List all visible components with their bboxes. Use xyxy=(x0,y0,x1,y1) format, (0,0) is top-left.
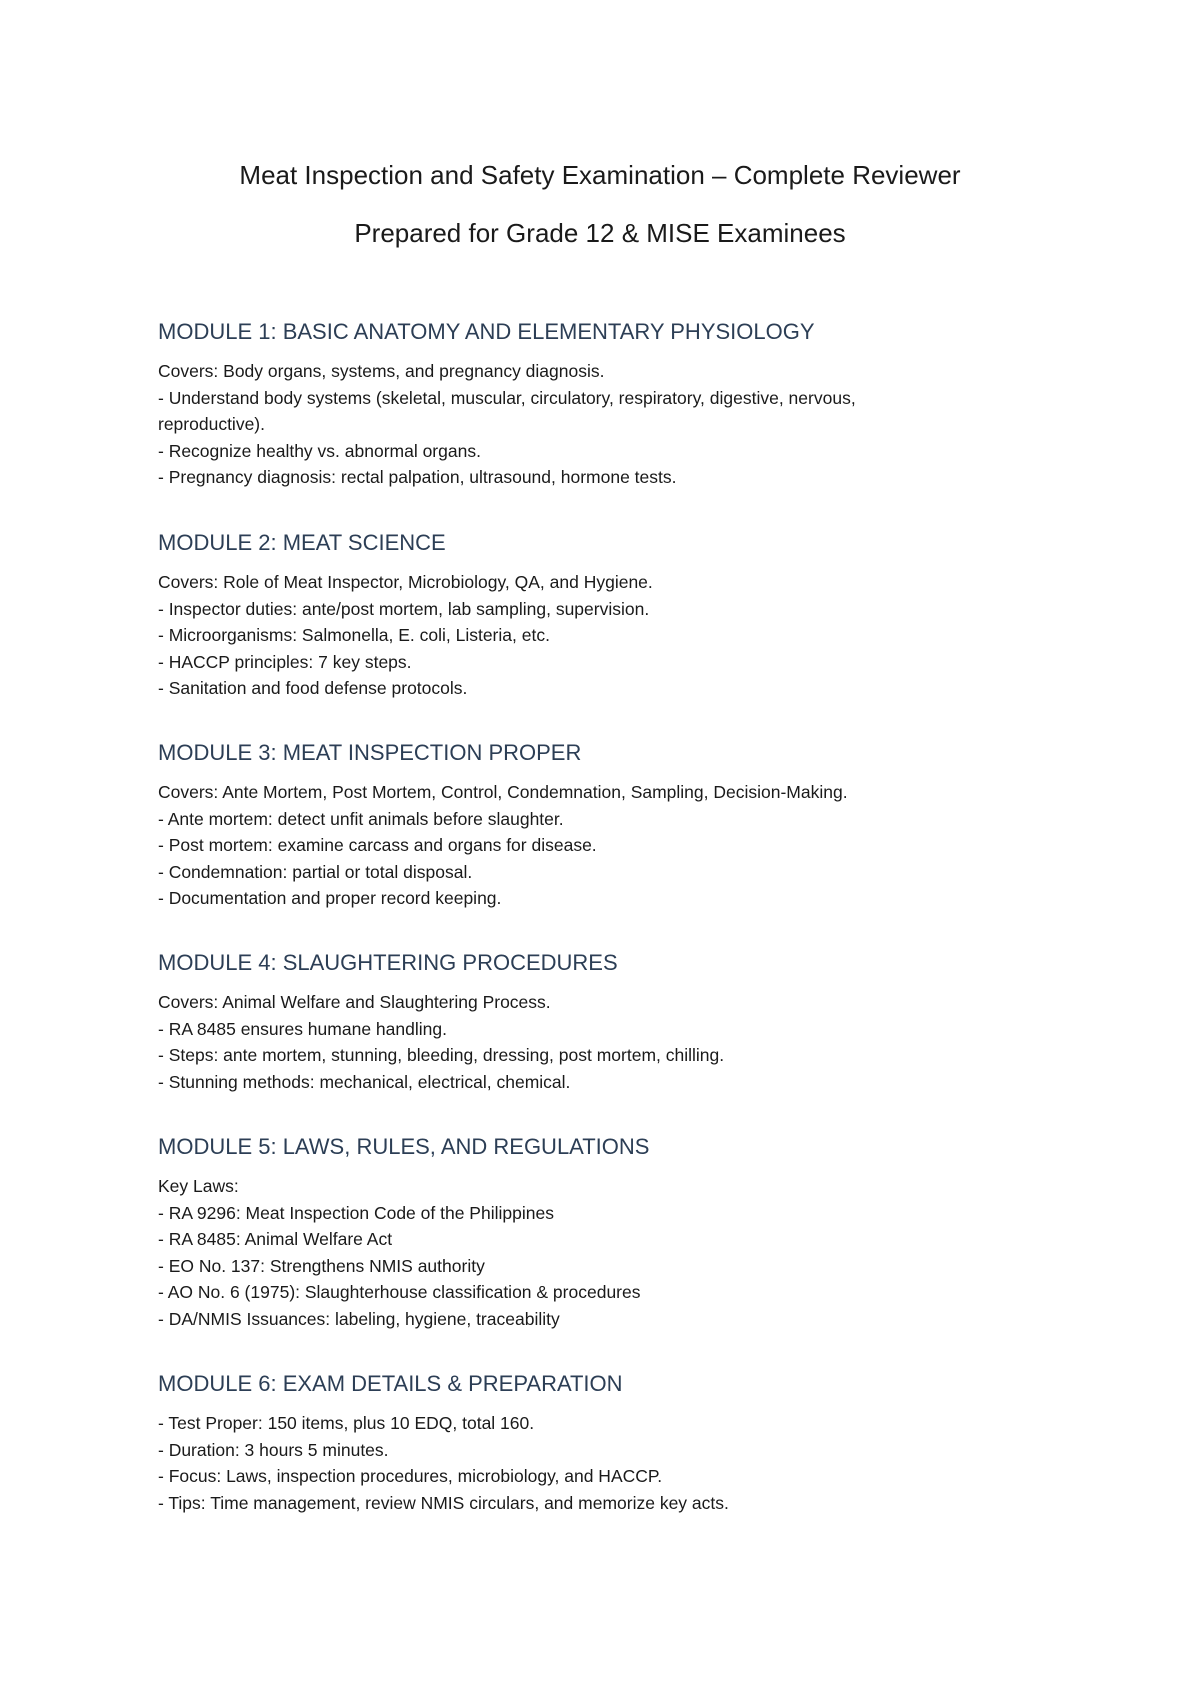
module-5-section xyxy=(158,1133,1038,1332)
module-6-section xyxy=(158,1370,1038,1516)
module-5-line: - RA 8485: Animal Welfare Act xyxy=(158,1229,393,1249)
module-4-lines xyxy=(158,989,1038,1095)
module-2-line: - Inspector duties: ante/post mortem, lab sampling, supervision. xyxy=(158,598,650,619)
module-1-line: - Understand body systems (skeletal, muscular, circulatory, respiratory, digestive, nervous, xyxy=(158,387,856,408)
module-4-heading: MODULE 4: SLAUGHTERING PROCEDURES xyxy=(158,950,618,975)
module-1-line: - Pregnancy diagnosis: rectal palpation, ultrasound, hormone tests. xyxy=(158,467,677,487)
module-2-line: Covers: Role of Meat Inspector, Microbiology, QA, and Hygiene. xyxy=(158,572,653,592)
module-5-line: - DA/NMIS Issuances: labeling, hygiene, traceability xyxy=(158,1308,560,1329)
module-2-line: - HACCP principles: 7 key steps. xyxy=(158,651,412,672)
module-4-line: - Stunning methods: mechanical, electrical, chemical. xyxy=(158,1071,571,1092)
module-5-line: - EO No. 137: Strengthens NMIS authority xyxy=(158,1255,485,1276)
module-6-heading: MODULE 6: EXAM DETAILS & PREPARATION xyxy=(158,1371,623,1396)
module-4-section xyxy=(158,949,1038,1095)
module-4-line: Covers: Animal Welfare and Slaughtering Process. xyxy=(158,992,551,1012)
module-1-section xyxy=(158,318,1038,491)
module-3-line: - Ante mortem: detect unfit animals before slaughter. xyxy=(158,808,564,829)
module-5-line: - RA 9296: Meat Inspection Code of the Philippines xyxy=(158,1202,554,1223)
module-1-line: - Recognize healthy vs. abnormal organs. xyxy=(158,440,481,461)
module-6-line: - Tips: Time management, review NMIS circulars, and memorize key acts. xyxy=(158,1492,729,1513)
module-5-lines xyxy=(158,1173,1038,1332)
module-2-heading: MODULE 2: MEAT SCIENCE xyxy=(158,530,446,555)
module-4-line: - Steps: ante mortem, stunning, bleeding, dressing, post mortem, chilling. xyxy=(158,1045,725,1065)
document-title: Meat Inspection and Safety Examination – Complete Reviewer xyxy=(239,160,961,190)
module-2-line: - Sanitation and food defense protocols. xyxy=(158,678,468,698)
module-1-line: Covers: Body organs, systems, and pregnancy diagnosis. xyxy=(158,361,605,381)
module-3-heading: MODULE 3: MEAT INSPECTION PROPER xyxy=(158,740,582,765)
module-3-section xyxy=(158,739,1038,912)
module-3-line: Covers: Ante Mortem, Post Mortem, Control, Condemnation, Sampling, Decision-Making. xyxy=(158,782,848,802)
module-3-line: - Condemnation: partial or total disposal. xyxy=(158,861,473,882)
module-1-line: reproductive). xyxy=(158,414,265,434)
module-3-lines xyxy=(158,779,1038,912)
module-5-line: - AO No. 6 (1975): Slaughterhouse classification & procedures xyxy=(158,1282,641,1302)
module-2-section xyxy=(158,529,1038,702)
module-5-line: Key Laws: xyxy=(158,1176,239,1196)
module-3-line: - Documentation and proper record keeping. xyxy=(158,888,502,908)
module-6-line: - Duration: 3 hours 5 minutes. xyxy=(158,1439,389,1460)
module-4-line: - RA 8485 ensures humane handling. xyxy=(158,1018,447,1039)
module-6-line: - Focus: Laws, inspection procedures, microbiology, and HACCP. xyxy=(158,1466,663,1486)
module-6-line: - Test Proper: 150 items, plus 10 EDQ, total 160. xyxy=(158,1413,535,1433)
module-2-line: - Microorganisms: Salmonella, E. coli, Listeria, etc. xyxy=(158,625,550,645)
module-6-lines xyxy=(158,1410,1038,1516)
module-1-heading: MODULE 1: BASIC ANATOMY AND ELEMENTARY PHYSIOLOGY xyxy=(158,319,815,344)
module-5-heading: MODULE 5: LAWS, RULES, AND REGULATIONS xyxy=(158,1134,650,1159)
module-1-lines xyxy=(158,358,1038,491)
module-2-lines xyxy=(158,569,1038,702)
document-subtitle: Prepared for Grade 12 & MISE Examinees xyxy=(354,218,846,248)
module-3-line: - Post mortem: examine carcass and organs for disease. xyxy=(158,835,597,855)
